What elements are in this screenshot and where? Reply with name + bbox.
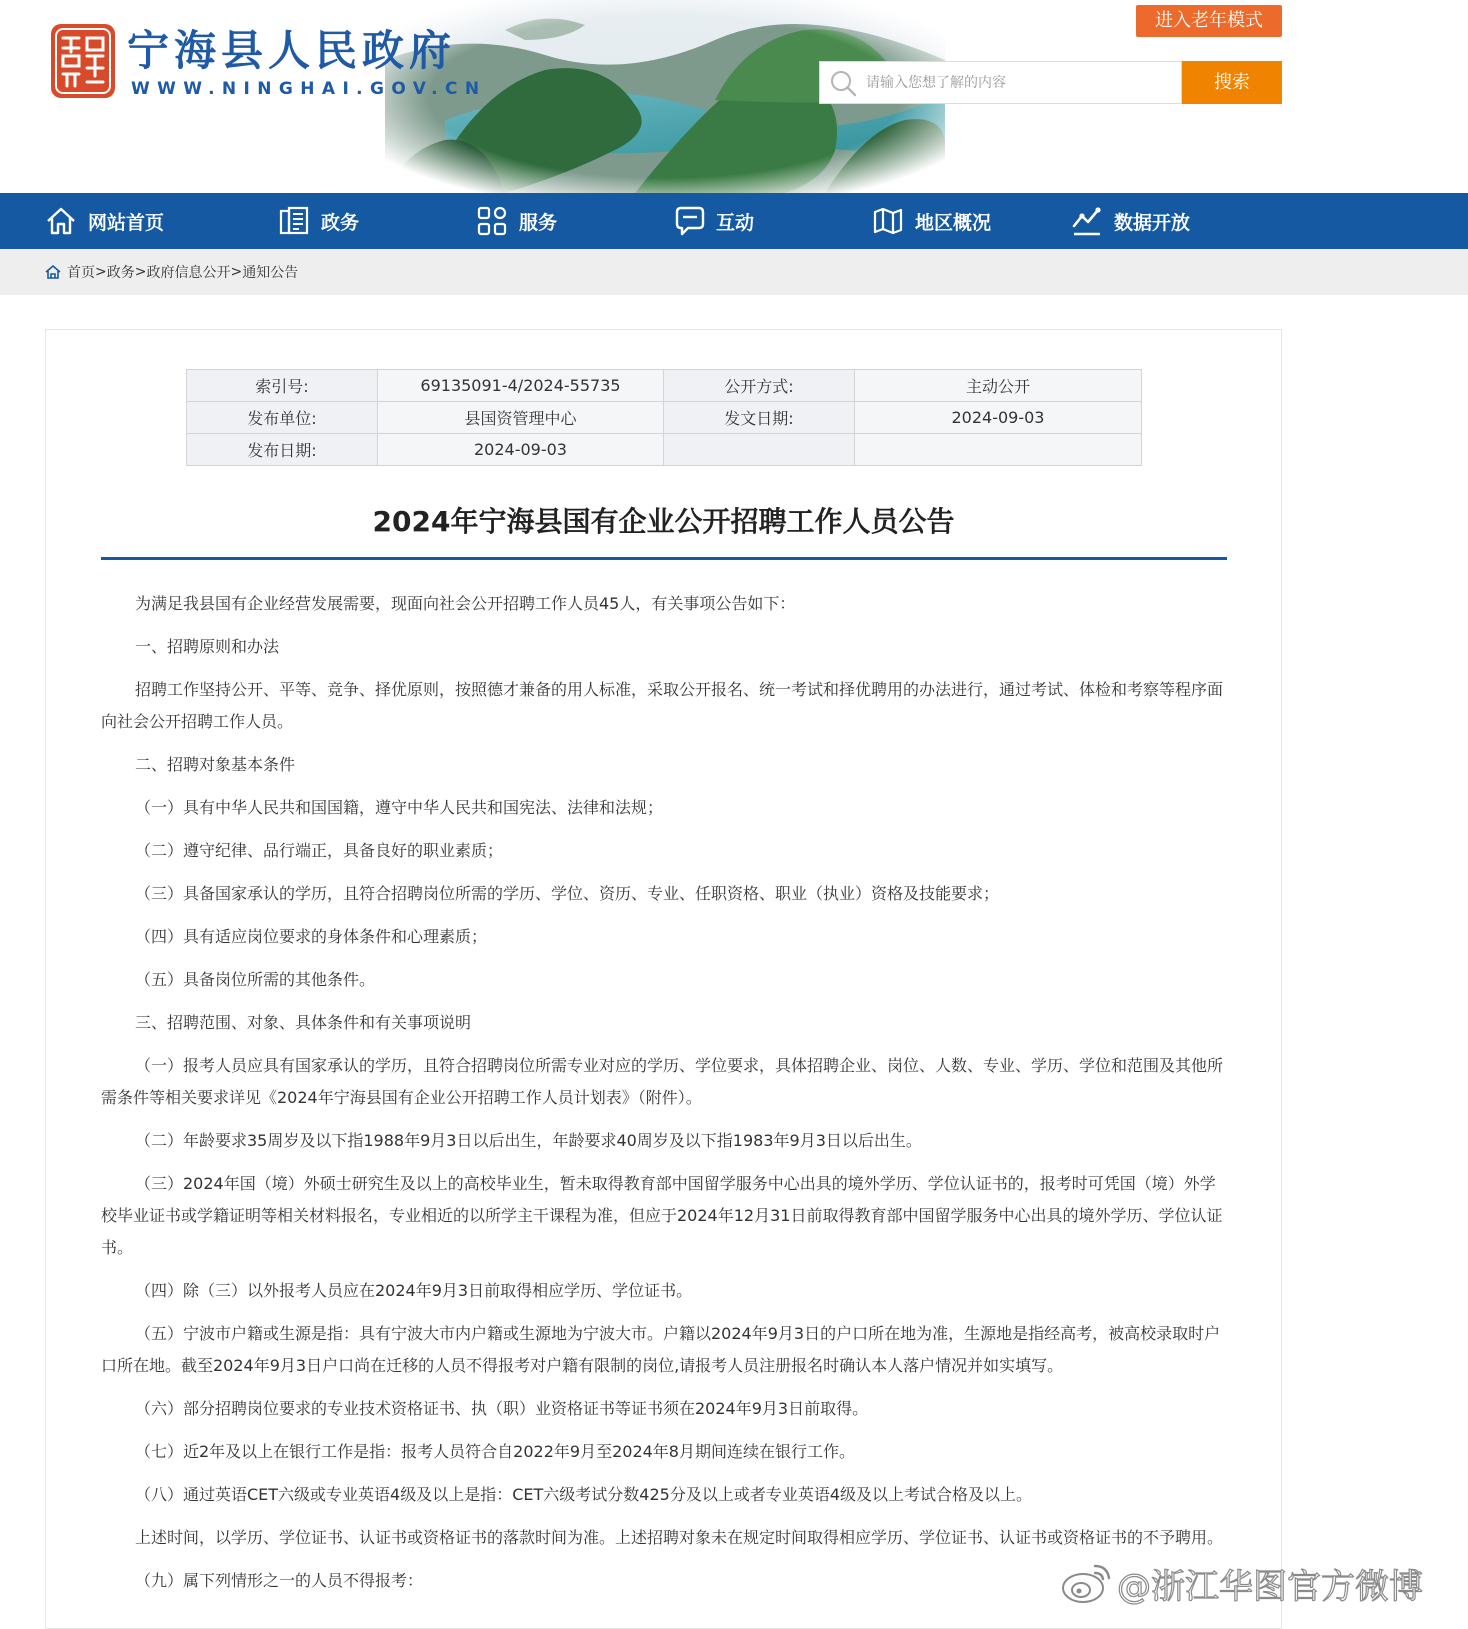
elder-mode-button[interactable]: 进入老年模式 [1136,5,1282,37]
list-item: （七）近2年及以上在银行工作是指：报考人员符合自2022年9月至2024年8月期间连续在银行工作。 [135,1442,855,1461]
search-box [819,61,1182,104]
site-url[interactable]: WWW.NINGHAI.GOV.CN [131,79,487,99]
government-seal-logo[interactable] [49,22,117,100]
list-item: （三）2024年国（境）外硕士研究生及以上的高校毕业生，暂未取得教育部中国留学服务中心出具的境外学历、学位认证书的，报考时可凭国（境）外学校毕业证书或学籍证明等相关材料报名，专业相近的以所学主干课程为准，但应于2024年12月31日前取得教育部中国留学服务中心出具的境外学历、学位认证书。 [101,1174,1223,1257]
meta-doc-date-value: 2024-09-03 [855,402,1142,434]
list-item: （二）年龄要求35周岁及以下指1988年9月3日以后出生，年龄要求40周岁及以下指1983年9月3日以后出生。 [135,1131,922,1150]
article-panel [45,329,1282,1629]
article-title: 2024年宁海县国有企业公开招聘工作人员公告 [372,505,955,538]
breadcrumb-separator: > [134,264,147,280]
weibo-watermark [1059,1557,1423,1609]
nav-label: 互动 [716,211,755,234]
meta-publisher-label: 发布单位: [187,402,378,434]
site-header [0,0,1468,193]
meta-index-label: 索引号: [187,370,378,402]
meta-open-mode-label: 公开方式: [664,370,855,402]
nav-label: 网站首页 [88,211,165,234]
paragraph: 上述时间，以学历、学位证书、认证书或资格证书的落款时间为准。上述招聘对象未在规定时间取得相应学历、学位证书、认证书或资格证书的不予聘用。 [135,1528,1224,1547]
list-item: （四）具有适应岗位要求的身体条件和心理素质； [135,927,488,946]
search-button[interactable]: 搜索 [1182,61,1282,104]
list-item: （五）宁波市户籍或生源是指：具有宁波大市内户籍或生源地为宁波大市。户籍以2024年9月3日的户口所在地为准，生源地是指经高考，被高校录取时户口所在地。截至2024年9月3日户口尚在迁移的人员不得报考对户籍有限制的岗位,请报考人员注册报名时确认本人落户情况并如实填写。 [101,1324,1221,1375]
chat-icon [672,204,706,238]
list-item: （三）具备国家承认的学历，且符合招聘岗位所需的学历、学位、资历、专业、任职资格、职业（执业）资格及技能要求； [135,884,1000,903]
list-item: （一）具有中华人民共和国国籍，遵守中华人民共和国宪法、法律和法规； [135,798,664,817]
breadcrumb-separator: > [230,264,243,280]
list-item: （五）具备岗位所需的其他条件。 [135,970,376,989]
section-heading: 一、招聘原则和办法 [135,637,280,656]
document-meta-table [186,369,1142,466]
nav-label: 地区概况 [915,211,992,234]
title-divider [101,557,1227,560]
breadcrumb-bar [0,249,1468,295]
meta-empty-cell [664,434,855,466]
meta-publish-date-label: 发布日期: [187,434,378,466]
section-heading: 二、招聘对象基本条件 [135,755,296,774]
paragraph: 招聘工作坚持公开、平等、竞争、择优原则，按照德才兼备的用人标准，采取公开报名、统一考试和择优聘用的办法进行，通过考试、体检和考察等程序面向社会公开招聘工作人员。 [101,680,1224,731]
grid-icon [475,204,509,238]
meta-publish-date-value: 2024-09-03 [378,434,664,466]
search-input[interactable] [866,62,1176,103]
home-icon [45,264,61,280]
nav-label: 服务 [519,211,558,234]
paragraph: 为满足我县国有企业经营发展需要，现面向社会公开招聘工作人员45人，有关事项公告如下： [135,594,796,613]
nav-item-open-data[interactable] [1070,193,1190,249]
main-nav [0,193,1468,249]
breadcrumb-notices[interactable]: 通知公告 [242,265,299,281]
home-icon [44,204,78,238]
list-item: （二）遵守纪律、品行端正，具备良好的职业素质； [135,841,504,860]
section-heading: 三、招聘范围、对象、具体条件和有关事项说明 [135,1013,472,1032]
search-icon [828,68,858,98]
site-title[interactable]: 宁海县人民政府 [127,26,457,75]
watermark-text: @浙江华图官方微博 [1117,1566,1423,1607]
list-item: （四）除（三）以外报考人员应在2024年9月3日前取得相应学历、学位证书。 [135,1281,693,1300]
nav-label: 数据开放 [1114,211,1191,234]
meta-empty-cell [855,434,1142,466]
list-item: （六）部分招聘岗位要求的专业技术资格证书、执（职）业资格证书等证书须在2024年9月3日前取得。 [135,1399,869,1418]
meta-publisher-value: 县国资管理中心 [378,402,664,434]
breadcrumb-home[interactable]: 首页 [67,265,95,281]
list-item: （八）通过英语CET六级或专业英语4级及以上是指：CET六级考试分数425分及以上或者专业英语4级及以上考试合格及以上。 [135,1485,1033,1504]
nav-label: 政务 [321,211,360,234]
article-body [101,588,1227,1608]
chart-icon [1070,204,1104,238]
nav-item-region-overview[interactable] [871,193,991,249]
meta-doc-date-label: 发文日期: [664,402,855,434]
nav-item-services[interactable] [475,193,557,249]
breadcrumb-separator: > [95,264,107,280]
nav-item-home[interactable] [44,193,164,249]
meta-open-mode-value: 主动公开 [855,370,1142,402]
map-icon [871,204,905,238]
list-item: （一）报考人员应具有国家承认的学历，且符合招聘岗位所需专业对应的学历、学位要求，具体招聘企业、岗位、人数、专业、学历、学位和范围及其他所需条件等相关要求详见《2024年宁海县国有企业公开招聘工作人员计划表》（附件）。 [101,1056,1224,1107]
list-item: （九）属下列情形之一的人员不得报考： [135,1571,424,1590]
breadcrumb [45,249,298,295]
breadcrumb-info-disclosure[interactable]: 政府信息公开 [146,265,231,281]
nav-item-affairs[interactable] [277,193,359,249]
weibo-logo-icon [1059,1560,1113,1606]
nav-item-interaction[interactable] [672,193,754,249]
document-icon [277,204,311,238]
breadcrumb-affairs[interactable]: 政务 [106,265,135,281]
meta-index-value: 69135091-4/2024-55735 [378,370,664,402]
